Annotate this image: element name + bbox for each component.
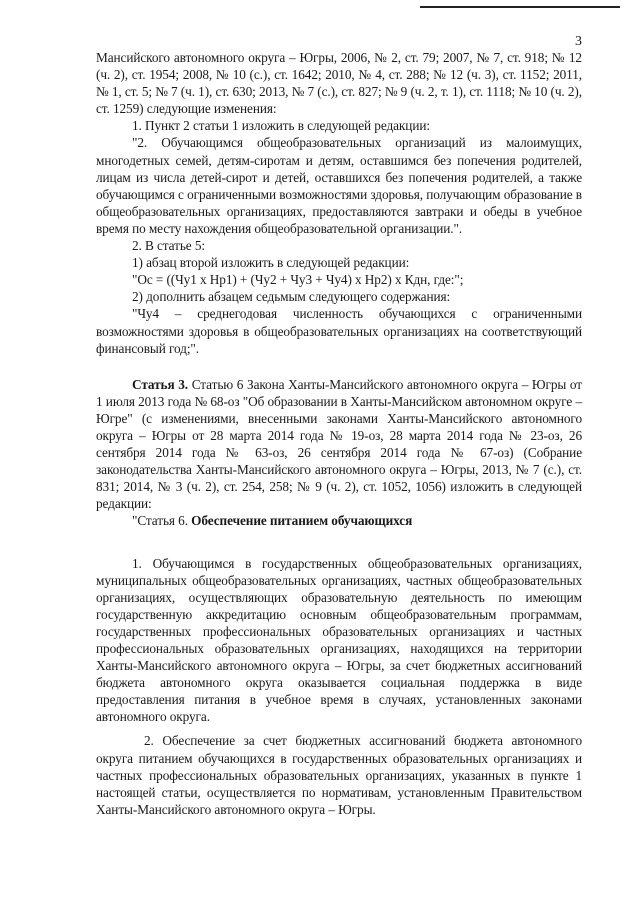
paragraph-item-1: 1. Пункт 2 статьи 1 изложить в следующей редакции: (132, 118, 430, 134)
paragraph-article-6-title (96, 512, 582, 529)
paragraph-subitem-2: 2) дополнить абзацем седьмым следующего содержания: (132, 289, 451, 305)
paragraph-chu4-definition: "Чу4 – среднегодовая численность обучающихся с ограниченными возможностями здоровья в общеобразовательных организациях на соответствующий финансовый год;". (96, 306, 582, 356)
article-3-text: Статью 6 Закона Ханты-Мансийского автономного округа – Югры от 1 июля 2013 года № 68-оз "Об образовании в Ханты-Мансийском автономном округе – Югре" (с изменениями, внесенными законами Ханты-Мансийского автономного округа – Югры от 28 марта 2014 года № 19-оз, 28 марта 2014 года № 23-оз, 26 сентября 2014 года № 63-оз, 26 сентября 2014 года № 67-оз) (Собрание законодательства Ханты-Мансийского автономного округа – Югры, 2013, № 7 (с.), ст. 831; 2014, № 3 (ч. 2), ст. 254, 258; № 9 (ч. 2), ст. 1052, 1056) изложить в следующей редакции: (96, 376, 582, 512)
top-rule (420, 6, 620, 8)
document-body (96, 49, 582, 818)
paragraph-subitem-1: 1) абзац второй изложить в следующей редакции: (132, 255, 410, 271)
paragraph-article-3 (96, 376, 582, 513)
page-number: 3 (575, 34, 582, 49)
paragraph-continuation: Мансийского автономного округа – Югры, 2006, № 2, ст. 79; 2007, № 7, ст. 918; № 12 (ч. 2), ст. 1954; 2008, № 10 (с.), ст. 1642; 2010, № 4, ст. 288; № 12 (ч. 3), ст. 1152; 2011, № 1, ст. 5; № 7 (ч. 1), ст. 630; 2013, № 7 (с.), ст. 827; № 9 (ч. 2, т. 1), ст. 1118; № 10 (ч. 2), ст. 1259) следующие изменения: (96, 50, 582, 117)
paragraph-quoted-point-2: "2. Обучающимся общеобразовательных организаций из малоимущих, многодетных семей, детям-сиротам и детям, оставшимся без попечения родителей, лицам из числа детей-сирот и детей, оставшихся без попечения родителей, а также обучающимся с ограниченными возможностями здоровья, получающим образование в общеобразовательных организациях, предоставляются завтраки и обеды в учебное время по месту нахождения общеобразовательной организации.". (96, 135, 582, 236)
paragraph-article-6-item-1: 1. Обучающимся в государственных общеобразовательных организациях, муниципальных общеобразовательных организациях, частных общеобразовательных организациях, осуществляющих образовательную деятельность по имеющим государственную аккредитацию основным общеобразовательным программам, государственных профессиональных образовательных организациях и частных профессиональных образовательных организациях, находящихся на территории Ханты-Мансийского автономного округа – Югры, за счет бюджетных ассигнований бюджета автономного округа оказывается социальная поддержка в виде предоставления питания в учебное время в случаях, установленных законами автономного округа. (96, 555, 582, 725)
paragraph-item-2: 2. В статье 5: (132, 238, 205, 254)
article-6-heading: Обеспечение питанием обучающихся (191, 513, 413, 529)
paragraph-article-6-item-2: 2. Обеспечение за счет бюджетных ассигнований бюджета автономного округа питанием обучающихся в государственных образовательных организациях и частных профессиональных образовательных организациях, указанных в пункте 1 настоящей статьи, осуществляется по нормативам, установленным Правительством Ханты-Мансийского автономного округа – Югры. (96, 733, 582, 817)
article-3-heading: Статья 3. (132, 376, 189, 392)
article-6-prefix: "Статья 6. (132, 513, 192, 529)
paragraph-formula: "Ос = ((Чу1 х Нр1) + (Чу2 + Чу3 + Чу4) х Нр2) х Кдн, где:"; (132, 272, 464, 288)
